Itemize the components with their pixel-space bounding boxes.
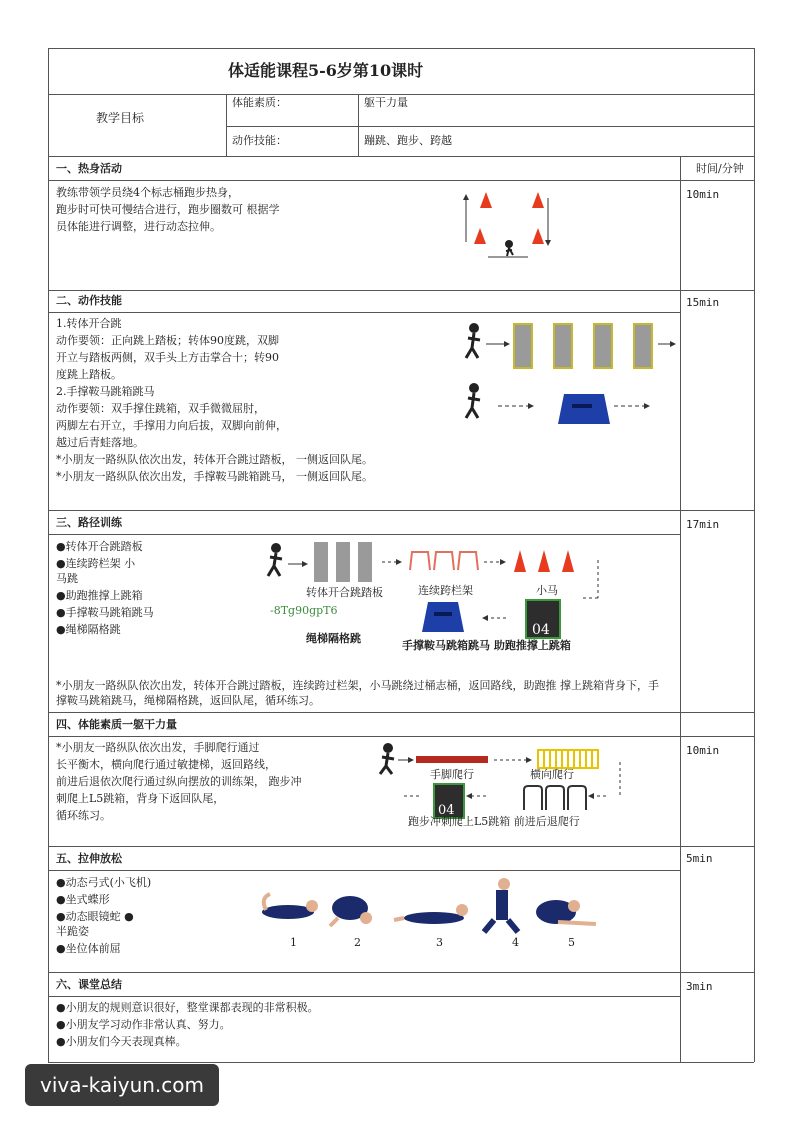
step-board-icon xyxy=(358,542,372,582)
cone-icon xyxy=(562,550,574,572)
section-5-title: 五、拉伸放松 xyxy=(56,852,122,865)
s3-bullet: ●助跑推撑上跳箱 xyxy=(56,589,143,602)
step-board-icon xyxy=(336,542,350,582)
pose-icon-2 xyxy=(330,896,372,926)
goals-label: 教学目标 xyxy=(96,111,145,125)
section-1-time: 10min xyxy=(686,188,720,201)
rule xyxy=(48,510,754,511)
step-board-icon xyxy=(514,324,532,368)
s1-line: 教练带领学员绕4个标志桶跑步热身， xyxy=(56,186,239,199)
cone-icon xyxy=(532,192,544,208)
circuit-label-2: 连续跨栏架 xyxy=(418,584,473,597)
s2-line: 两脚左右开立，手撑用力向后拔，双脚向前伸， xyxy=(56,419,287,432)
cone-icon xyxy=(474,228,486,244)
pose-icon-1 xyxy=(262,894,318,919)
rule xyxy=(48,972,754,973)
pose-icon-3 xyxy=(394,904,468,924)
section-3-time: 17min xyxy=(686,518,720,531)
section-4-title: 四、体能素质一躯干力量 xyxy=(56,718,177,731)
cone-icon xyxy=(480,192,492,208)
child-icon xyxy=(268,543,282,576)
s2-line: 越过后青蛙落地。 xyxy=(56,436,144,449)
s4-line: 前进后退依次爬行通过纵向摆放的训练架， 跑步冲 xyxy=(56,775,302,788)
vault-box-icon xyxy=(558,394,610,424)
s3-bullet: ●绳梯隔格跳 xyxy=(56,623,121,636)
trunk-label-c: 跑步冲刺爬上L5跳箱 前进后退爬行 xyxy=(408,815,580,828)
rule xyxy=(680,156,681,1062)
step-board-icon xyxy=(594,324,612,368)
rule xyxy=(48,180,754,181)
time-header: 时间/分钟 xyxy=(696,162,744,175)
section-3-title: 三、路径训练 xyxy=(56,516,122,529)
cone-icon xyxy=(514,550,526,572)
circuit-label-6: 手撑鞍马跳箱跳马 助跑推撑上跳箱 xyxy=(402,639,571,652)
cone-icon xyxy=(532,228,544,244)
section-5-time: 5min xyxy=(686,852,713,865)
circuit-label-4: -8Tg90gpT6 xyxy=(270,604,338,617)
table-border-left xyxy=(48,48,49,1062)
s2-line: 动作要领：正向跳上踏板；转体90度跳，双脚 xyxy=(56,334,279,347)
s3-bullet: ●连续跨栏架 小 xyxy=(56,557,136,570)
warmup-diagram xyxy=(458,182,560,268)
circuit-label-3: 小马 xyxy=(536,584,558,597)
pose-icon-5 xyxy=(536,900,596,924)
rule xyxy=(48,846,754,847)
table-border-right xyxy=(754,48,755,1062)
s2-line: *小朋友一路纵队依次出发，手撑鞍马跳箱跳马， 一侧返回队尾。 xyxy=(56,470,373,483)
hurdle-icon xyxy=(434,552,454,570)
pose-number: 2 xyxy=(354,936,361,949)
s4-line: *小朋友一路纵队依次出发，手脚爬行通过 xyxy=(56,741,260,754)
balance-beam-icon xyxy=(416,756,488,763)
box-number: 04 xyxy=(532,622,550,638)
s2-line: *小朋友一路纵队依次出发，转体开合跳过踏板， 一侧返回队尾。 xyxy=(56,453,373,466)
circuit-label-1: 转体开合跳踏板 xyxy=(306,586,383,599)
rule xyxy=(48,534,680,535)
step-board-icon xyxy=(314,542,328,582)
s6-bullet: ●小朋友学习动作非常认真、努力。 xyxy=(56,1018,231,1031)
step-board-icon xyxy=(554,324,572,368)
rule xyxy=(48,156,754,157)
goal-val-1: 躯干力量 xyxy=(364,96,408,109)
hurdle-icon xyxy=(410,552,430,570)
s3-bullet: 马跳 xyxy=(56,572,78,585)
section-2-title: 二、动作技能 xyxy=(56,294,122,307)
s3-bullet: ●转体开合跳踏板 xyxy=(56,540,143,553)
child-icon xyxy=(380,743,394,774)
s5-bullet: ●动态弓式(小飞机) xyxy=(56,876,152,889)
goal-key-2: 动作技能： xyxy=(232,134,287,147)
child-icon xyxy=(466,323,480,358)
watermark-badge: viva-kaiyun.com xyxy=(25,1064,219,1106)
pose-icon-4 xyxy=(484,878,518,932)
pose-number: 3 xyxy=(436,936,443,949)
table-border-top xyxy=(48,48,754,49)
step-board-icon xyxy=(634,324,652,368)
pose-number: 5 xyxy=(568,936,575,949)
s3-note: 撑鞍马跳箱跳马，绳梯隔格跳，返回队尾，循环练习。 xyxy=(56,694,320,707)
rule xyxy=(226,126,754,127)
box-number: 04 xyxy=(438,803,455,818)
rule xyxy=(48,870,680,871)
s6-bullet: ●小朋友的规则意识很好，整堂课都表现的非常积极。 xyxy=(56,1001,319,1014)
goal-val-2: 蹦跳、跑步、跨越 xyxy=(364,134,452,147)
s2-line: 开立与踏板两侧，双手头上方击掌合十；转90 xyxy=(56,351,279,364)
pose-number: 1 xyxy=(290,936,297,949)
s1-line: 跑步时可快可慢结合进行，跑步圈数可 根据学 xyxy=(56,203,280,216)
hurdle-icon xyxy=(458,552,478,570)
training-rack-icon xyxy=(524,786,586,810)
s2-line: 1.转体开合跳 xyxy=(56,317,122,330)
s4-line: 长平衡木，横向爬行通过敏捷梯，返回路线， xyxy=(56,758,276,771)
s5-bullet: 半跪姿 xyxy=(56,925,89,938)
rule xyxy=(48,312,680,313)
s5-bullet: ●坐位体前屈 xyxy=(56,942,121,955)
stretch-poses xyxy=(258,874,608,952)
rule xyxy=(48,996,680,997)
section-1-title: 一、热身活动 xyxy=(56,162,122,175)
s3-bullet: ●手撑鞍马跳箱跳马 xyxy=(56,606,154,619)
trunk-label-b: 横向爬行 xyxy=(530,768,574,781)
skills-diagram xyxy=(458,318,680,430)
child-icon xyxy=(466,383,480,418)
pose-number: 4 xyxy=(512,936,519,949)
goal-key-1: 体能素质： xyxy=(232,96,287,109)
cone-icon xyxy=(538,550,550,572)
rule xyxy=(358,94,359,156)
s3-note: *小朋友一路纵队依次出发，转体开合跳过踏板，连续跨过栏架，小马跳绕过桶志桶，返回路线，助跑推 撑上跳箱背身下，手 xyxy=(56,679,659,692)
s5-bullet: ●坐式蝶形 xyxy=(56,893,110,906)
section-6-time: 3min xyxy=(686,980,713,993)
s2-line: 动作要领：双手撑住跳箱，双手微微屈肘， xyxy=(56,402,265,415)
rule xyxy=(226,94,227,156)
vault-box-icon xyxy=(422,602,464,632)
section-6-title: 六、课堂总结 xyxy=(56,978,122,991)
trunk-label-a: 手脚爬行 xyxy=(430,768,474,781)
s2-line: 2.手撑鞍马跳箱跳马 xyxy=(56,385,155,398)
child-icon xyxy=(505,240,513,248)
page-title: 体适能课程5-6岁第10课时 xyxy=(228,61,424,80)
s1-line: 员体能进行调整，进行动态拉伸。 xyxy=(56,220,221,233)
s4-line: 刺爬上L5跳箱，背身下返回队尾， xyxy=(56,792,225,805)
s6-bullet: ●小朋友们今天表现真棒。 xyxy=(56,1035,187,1048)
rule xyxy=(48,712,754,713)
table-border-bottom xyxy=(48,1062,754,1063)
section-4-time: 10min xyxy=(686,744,720,757)
s4-line: 循环练习。 xyxy=(56,809,111,822)
rule xyxy=(48,736,754,737)
circuit-label-5: 绳梯隔格跳 xyxy=(306,632,361,645)
rule xyxy=(48,290,754,291)
s5-bullet: ●动态眼镜蛇 ● xyxy=(56,910,134,923)
section-2-time: 15min xyxy=(686,296,720,309)
s2-line: 度跳上踏板。 xyxy=(56,368,122,381)
